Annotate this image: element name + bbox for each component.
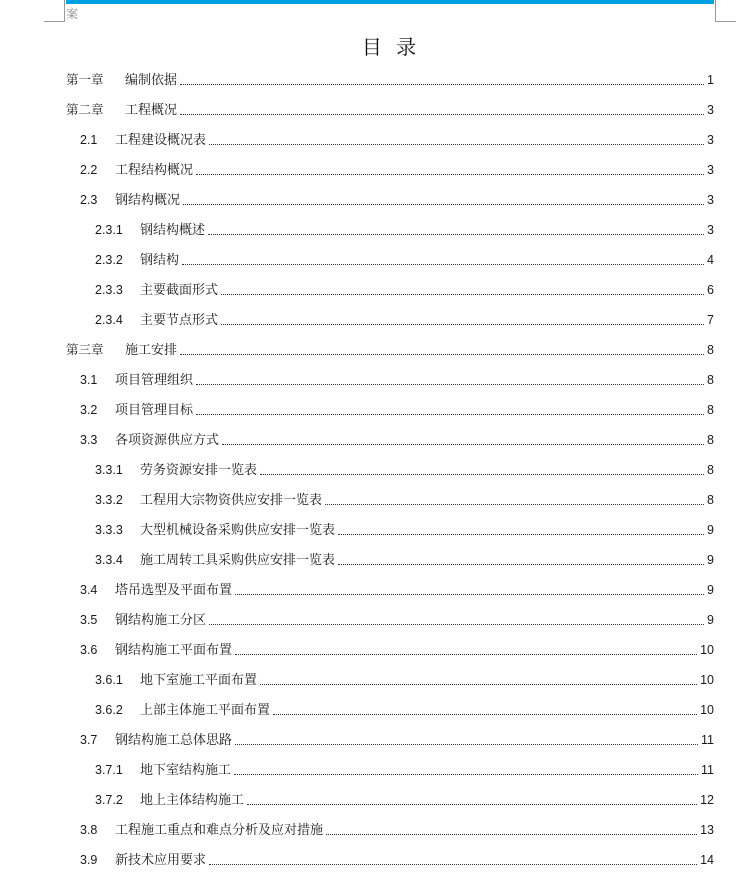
toc-entry-page-number: 9 [707,523,714,537]
toc-dot-leader [325,504,704,505]
toc-entry-title: 上部主体施工平面布置 [140,703,271,718]
toc-entry-number: 3.3.3 [95,523,123,537]
toc-entry-page-number: 11 [701,733,714,747]
toc-dot-leader [209,864,697,865]
toc-entry-page-number: 8 [707,493,714,507]
toc-entry-number: 3.6.1 [95,673,123,687]
toc-entry-number: 2.2 [80,163,98,177]
toc-entry-title: 新技术应用要求 [115,853,207,868]
toc-entry[interactable] [95,250,714,270]
toc-entry-page-number: 13 [700,823,714,837]
toc-entry[interactable] [95,280,714,300]
toc-entry-title: 工程概况 [125,103,178,118]
toc-entry[interactable] [95,310,714,330]
toc-dot-leader [247,804,697,805]
crop-mark-right [716,21,736,22]
toc-entry-page-number: 7 [707,313,714,327]
toc-entry-title: 施工周转工具采购供应安排一览表 [140,553,336,568]
toc-entry-title: 工程建设概况表 [115,133,207,148]
toc-entry-page-number: 3 [707,163,714,177]
toc-dot-leader [326,834,697,835]
crop-mark-left-vertical [64,0,65,22]
toc-entry-page-number: 8 [707,373,714,387]
toc-entry-number: 3.7.1 [95,763,123,777]
toc-entry-page-number: 10 [700,643,714,657]
toc-dot-leader [182,264,704,265]
toc-entry-page-number: 9 [707,583,714,597]
toc-entry[interactable] [95,790,714,810]
toc-entry-page-number: 8 [707,463,714,477]
toc-entry-title: 施工安排 [125,343,178,358]
toc-entry-page-number: 8 [707,403,714,417]
toc-entry-page-number: 3 [707,103,714,117]
running-header-text: 案 [66,7,79,21]
toc-entry-number: 3.3.1 [95,463,123,477]
toc-dot-leader [183,204,704,205]
toc-dot-leader [180,84,704,85]
toc-entry-page-number: 6 [707,283,714,297]
toc-entry[interactable] [95,550,714,570]
toc-entry-number: 2.3 [80,193,98,207]
toc-entry[interactable] [80,160,714,180]
toc-entry[interactable] [66,100,714,120]
toc-entry[interactable] [80,850,714,870]
toc-dot-leader [222,444,704,445]
toc-dot-leader [221,294,704,295]
toc-entry-title: 大型机械设备采购供应安排一览表 [140,523,336,538]
toc-dot-leader [273,714,697,715]
toc-entry-page-number: 1 [707,73,714,87]
toc-entry[interactable] [80,610,714,630]
toc-entry-number: 2.3.3 [95,283,123,297]
toc-entry-title: 工程施工重点和难点分析及应对措施 [115,823,324,838]
toc-entry[interactable] [80,190,714,210]
toc-entry-page-number: 14 [700,853,714,867]
toc-entry-number: 2.1 [80,133,98,147]
toc-entry-page-number: 3 [707,223,714,237]
toc-entry[interactable] [66,340,714,360]
toc-entry[interactable] [95,670,714,690]
toc-dot-leader [209,624,704,625]
toc-entry-number: 3.5 [80,613,98,627]
toc-entry[interactable] [80,370,714,390]
toc-entry-title: 地下室施工平面布置 [140,673,258,688]
crop-mark-left [44,21,64,22]
toc-entry[interactable] [80,130,714,150]
toc-entry-title: 项目管理目标 [115,403,194,418]
toc-entry-number: 3.3.4 [95,553,123,567]
crop-mark-right-vertical [715,0,716,22]
toc-entry-title: 钢结构 [140,253,180,268]
toc-entry-title: 项目管理组织 [115,373,194,388]
toc-entry-title: 钢结构概况 [115,193,181,208]
toc-dot-leader [196,414,704,415]
toc-dot-leader [180,114,704,115]
toc-dot-leader [196,174,704,175]
toc-entry[interactable] [80,640,714,660]
toc-dot-leader [338,534,704,535]
toc-entry-title: 地上主体结构施工 [140,793,245,808]
toc-entry-page-number: 8 [707,433,714,447]
toc-entry-page-number: 12 [700,793,714,807]
toc-entry-number: 3.3 [80,433,98,447]
toc-entry-page-number: 10 [700,673,714,687]
toc-entry-title: 塔吊选型及平面布置 [115,583,233,598]
toc-dot-leader [208,234,704,235]
toc-entry-title: 各项资源供应方式 [115,433,220,448]
toc-entry-title: 编制依据 [125,73,178,88]
toc-entry[interactable] [80,400,714,420]
toc-entry[interactable] [66,70,714,90]
toc-entry-number: 3.7 [80,733,98,747]
toc-entry-number: 3.1 [80,373,98,387]
toc-entry-number: 3.3.2 [95,493,123,507]
toc-entry-page-number: 9 [707,613,714,627]
toc-dot-leader [196,384,704,385]
toc-entry-number: 第一章 [66,73,104,87]
toc-dot-leader [235,654,697,655]
toc-dot-leader [221,324,704,325]
toc-entry[interactable] [80,730,714,750]
toc-entry-title: 钢结构施工平面布置 [115,643,233,658]
toc-entry-page-number: 11 [701,763,714,777]
toc-entry-number: 3.9 [80,853,98,867]
toc-dot-leader [235,594,704,595]
toc-entry-number: 第三章 [66,343,104,357]
toc-entry-title: 主要截面形式 [140,283,219,298]
toc-entry-title: 地下室结构施工 [140,763,232,778]
toc-entry-number: 3.8 [80,823,98,837]
toc-entry-title: 钢结构概述 [140,223,206,238]
header-accent-bar [66,0,714,4]
toc-dot-leader [338,564,704,565]
toc-entry-number: 2.3.2 [95,253,123,267]
toc-entry-title: 钢结构施工分区 [115,613,207,628]
toc-entry-number: 第二章 [66,103,104,117]
toc-entry-number: 2.3.1 [95,223,123,237]
toc-entry-page-number: 3 [707,133,714,147]
toc-entry-page-number: 4 [707,253,714,267]
toc-entry-page-number: 3 [707,193,714,207]
toc-dot-leader [234,774,698,775]
toc-entry-number: 2.3.4 [95,313,123,327]
toc-entry-title: 劳务资源安排一览表 [140,463,258,478]
toc-entry[interactable] [95,520,714,540]
toc-entry-number: 3.2 [80,403,98,417]
toc-entry-title: 钢结构施工总体思路 [115,733,233,748]
toc-dot-leader [260,684,697,685]
toc-dot-leader [235,744,698,745]
toc-entry[interactable] [80,580,714,600]
toc-entry-number: 3.7.2 [95,793,123,807]
toc-entry-page-number: 9 [707,553,714,567]
toc-entry[interactable] [95,760,714,780]
toc-entry[interactable] [95,490,714,510]
toc-entry[interactable] [95,220,714,240]
toc-entry-page-number: 10 [700,703,714,717]
toc-entry[interactable] [95,460,714,480]
toc-entry-title: 工程结构概况 [115,163,194,178]
toc-title: 目 录 [361,35,421,59]
toc-entry[interactable] [80,430,714,450]
toc-entry-title: 工程用大宗物资供应安排一览表 [140,493,323,508]
toc-dot-leader [209,144,704,145]
toc-entry-page-number: 8 [707,343,714,357]
toc-entry-number: 3.4 [80,583,98,597]
toc-entry[interactable] [80,820,714,840]
toc-dot-leader [260,474,704,475]
toc-entry-number: 3.6.2 [95,703,123,717]
toc-dot-leader [180,354,704,355]
toc-entry-title: 主要节点形式 [140,313,219,328]
toc-entry[interactable] [95,700,714,720]
toc-entry-number: 3.6 [80,643,98,657]
